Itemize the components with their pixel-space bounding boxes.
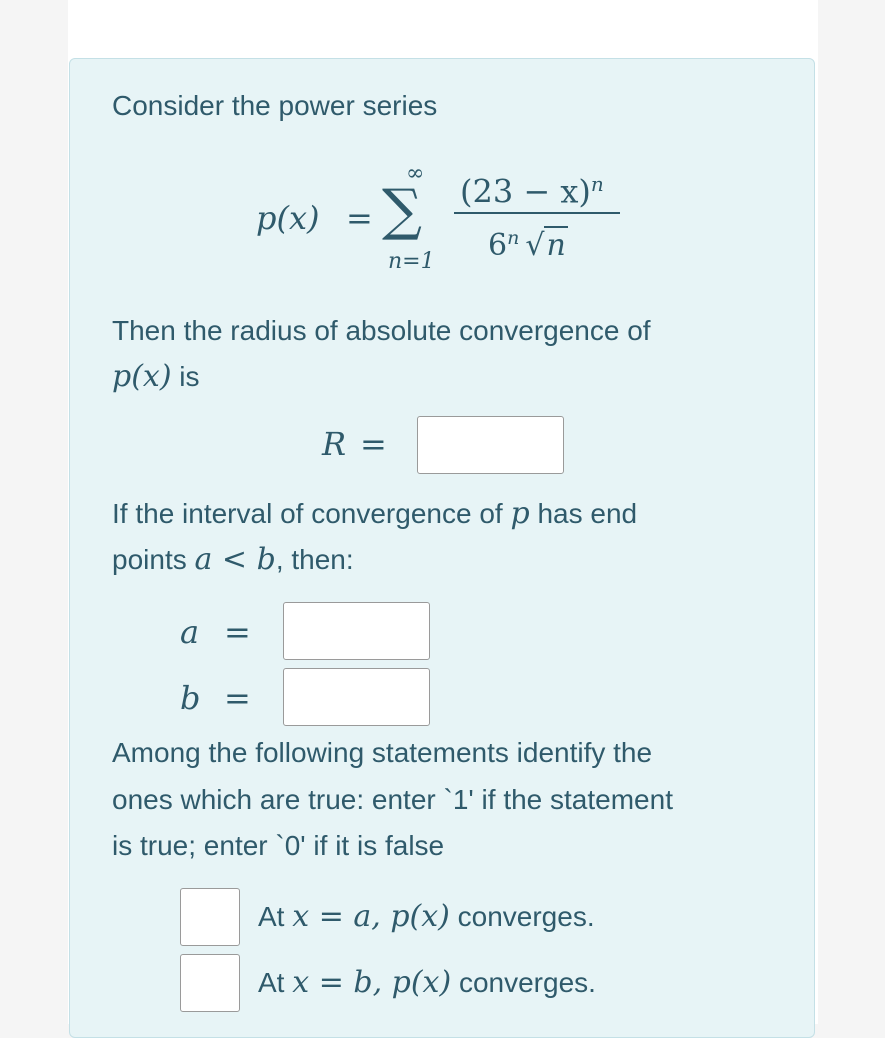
- statement-1-answer-box[interactable]: [180, 888, 240, 946]
- interval-text-part2: has end: [529, 498, 638, 529]
- endpoint-a-label: a: [180, 613, 200, 651]
- radius-label: R: [322, 425, 347, 463]
- interval-points-text: points: [112, 544, 195, 575]
- endpoints-expression: a < b: [194, 542, 276, 577]
- intro-text: Consider the power series: [112, 90, 438, 121]
- statement-2-prefix: At: [258, 967, 293, 998]
- statement-2-text: [258, 960, 596, 1006]
- infinity-symbol: ∞: [406, 161, 425, 186]
- numerator-exponent: n: [590, 172, 604, 196]
- radius-answer-box[interactable]: [417, 416, 564, 474]
- radius-text-line2: [112, 354, 200, 400]
- statement-2-input[interactable]: [181, 955, 239, 1011]
- fraction-bar: [454, 212, 620, 214]
- numerator: [460, 164, 604, 212]
- endpoint-a-box[interactable]: [283, 602, 430, 660]
- endpoint-b-equals: =: [224, 679, 251, 717]
- interval-var-p: p: [510, 496, 530, 531]
- numerator-base: (23 − x): [460, 172, 591, 211]
- endpoint-a-equals: =: [224, 613, 251, 651]
- statements-instructions-line1: Among the following statements identify the: [112, 737, 653, 768]
- sqrt-argument: n: [546, 228, 566, 263]
- statement-2-answer-box[interactable]: [180, 954, 240, 1012]
- statement-1-input[interactable]: [181, 889, 239, 945]
- denominator-exponent: n: [507, 227, 520, 249]
- summation-symbol: ∑: [382, 178, 422, 243]
- endpoint-a-input[interactable]: [284, 603, 429, 659]
- statement-1-suffix: converges.: [449, 901, 595, 932]
- radius-px: p(x): [112, 359, 172, 394]
- radius-answer-input[interactable]: [418, 417, 563, 473]
- endpoint-b-input[interactable]: [284, 669, 429, 725]
- lower-limit: n=1: [388, 249, 435, 274]
- interval-text-line1: [112, 491, 637, 537]
- denominator: [488, 218, 568, 266]
- sqrt-symbol: √: [525, 228, 545, 263]
- statement-2-suffix: converges.: [451, 967, 596, 998]
- series-lhs: p(x): [256, 199, 320, 237]
- endpoint-b-box[interactable]: [283, 668, 430, 726]
- statement-1-math: x = a, p(x): [292, 899, 450, 934]
- statement-1-prefix: At: [258, 901, 293, 932]
- statement-1-text: [258, 894, 595, 940]
- radius-text-line1: Then the radius of absolute convergence of: [112, 315, 651, 346]
- interval-then-text: , then:: [275, 544, 354, 575]
- statements-instructions-line3: is true; enter `0' if it is false: [112, 830, 445, 861]
- endpoint-b-label: b: [180, 679, 201, 717]
- interval-text-line2: [112, 537, 354, 583]
- statements-instructions-line2: ones which are true: enter `1' if the statement: [112, 784, 673, 815]
- interval-text-part1: If the interval of convergence of: [112, 498, 511, 529]
- statement-2-math: x = b, p(x): [292, 965, 452, 1000]
- denominator-base: 6: [488, 228, 508, 263]
- radius-is: is: [171, 361, 200, 392]
- series-formula: [250, 160, 630, 280]
- series-equals: =: [346, 199, 373, 237]
- radius-equals: =: [360, 425, 387, 463]
